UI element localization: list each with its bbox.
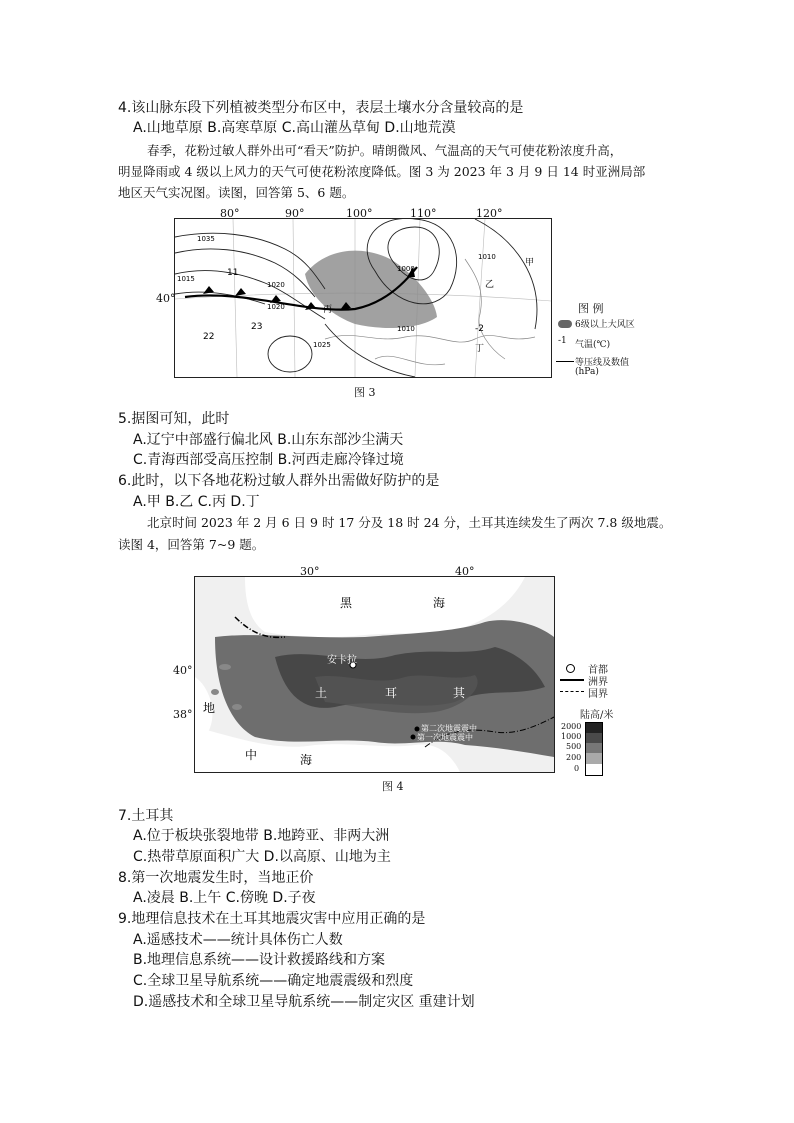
capital-label: 安卡拉 — [327, 655, 357, 666]
question-8-stem: 8.第一次地震发生时，当地正价 — [118, 870, 314, 886]
question-8-options: A.凌晨 B.上午 C.傍晚 D.子夜 — [133, 890, 316, 906]
med-sea-char: 地 — [203, 701, 216, 715]
isobar-legend-icon — [556, 361, 574, 362]
lon-label: 120° — [476, 207, 503, 220]
legend-wind: 6级以上大风区 — [575, 320, 635, 330]
legend-title: 图 例 — [578, 302, 604, 315]
question-9-option-d: D.遥感技术和全球卫星导航系统——制定灾区 重建计划 — [133, 994, 475, 1010]
med-sea-char: 中 — [245, 748, 258, 762]
isobar-label: 1020 — [267, 281, 285, 289]
isobar-label: 1020 — [267, 303, 285, 311]
lat-label: 40° — [156, 292, 176, 305]
question-7-stem: 7.土耳其 — [118, 808, 174, 824]
isobar-label: 1025 — [313, 341, 331, 349]
passage-1-line-3: 地区天气实况图。读图，回答第 5、6 题。 — [118, 185, 355, 200]
lat-label: 40° — [173, 664, 193, 677]
place-bing: 丙 — [323, 305, 333, 315]
turkey-map-svg — [195, 577, 554, 772]
lon-label: 40° — [455, 565, 475, 578]
figure-4-caption: 图 4 — [382, 780, 404, 793]
lon-label: 80° — [220, 207, 240, 220]
question-9-option-a: A.遥感技术——统计具体伤亡人数 — [133, 932, 343, 948]
question-9-stem: 9.地理信息技术在土耳其地震灾害中应用正确的是 — [118, 911, 426, 927]
lon-label: 110° — [410, 207, 437, 220]
med-sea-char: 海 — [300, 753, 313, 767]
legend-continent: 洲界 — [588, 677, 608, 688]
question-6-stem: 6.此时，以下各地花粉过敏人群外出需做好防护的是 — [118, 473, 440, 489]
continent-border-legend-icon — [560, 679, 584, 681]
legend-isobar-unit: (hPa) — [575, 367, 599, 377]
passage-2-line-1: 北京时间 2023 年 2 月 6 日 9 时 17 分及 18 时 24 分，土耳其连续发生了两次 7.8 级地震。 — [147, 515, 672, 530]
question-4-stem: 4.该山脉东段下列植被类型分布区中，表层土壤水分含量较高的是 — [118, 100, 524, 116]
elev-value: 2000 — [561, 722, 582, 731]
question-7-options-a: A.位于板块张裂地带 B.地跨亚、非两大洲 — [133, 828, 390, 844]
temp-label: -2 — [475, 324, 484, 334]
place-ding: 丁 — [475, 344, 485, 354]
elev-value: 500 — [566, 742, 582, 751]
temp-label: 23 — [251, 322, 263, 332]
question-5-options-a: A.辽宁中部盛行偏北风 B.山东东部沙尘满天 — [133, 432, 404, 448]
elevation-scale — [585, 722, 603, 776]
passage-2-line-2: 读图 4，回答第 7~9 题。 — [118, 537, 265, 552]
country-char: 耳 — [385, 686, 398, 700]
lon-label: 30° — [300, 565, 320, 578]
elev-value: 200 — [566, 753, 582, 762]
elev-value: 0 — [574, 764, 580, 773]
country-char: 其 — [453, 686, 466, 700]
strong-wind-area — [305, 251, 437, 328]
capital-legend-icon — [566, 664, 575, 673]
temp-label: 22 — [203, 332, 215, 342]
question-5-stem: 5.据图可知，此时 — [118, 411, 230, 427]
question-9-option-c: C.全球卫星导航系统——确定地震震级和烈度 — [133, 973, 414, 989]
place-yi: 乙 — [485, 280, 495, 290]
epicenter-1-marker — [411, 735, 416, 740]
question-5-options-c: C.青海西部受高压控制 B.河西走廊冷锋过境 — [133, 452, 404, 468]
place-jia: 甲 — [525, 258, 535, 268]
elev-value: 1000 — [561, 732, 582, 741]
figure-3-weather-map — [174, 218, 552, 378]
legend-temp: 气温(℃) — [575, 340, 611, 350]
black-sea-char: 海 — [433, 596, 446, 610]
passage-1-line-1: 春季，花粉过敏人群外出可“看天”防护。晴朗微风、气温高的天气可使花粉浓度升高， — [147, 143, 623, 158]
question-6-options: A.甲 B.乙 C.丙 D.丁 — [133, 494, 260, 510]
legend-capital: 首都 — [588, 665, 608, 676]
lat-label: 38° — [173, 708, 193, 721]
isobar-label: 1015 — [177, 275, 195, 283]
epicenter-2-marker — [415, 727, 420, 732]
wind-area-legend-icon — [558, 320, 572, 328]
lon-label: 100° — [346, 207, 373, 220]
temp-legend-icon: -1 — [558, 336, 567, 346]
lon-label: 90° — [285, 207, 305, 220]
question-4-options: A.山地草原 B.高寒草原 C.高山灌丛草甸 D.山地荒漠 — [133, 120, 456, 136]
isobar-label: 1035 — [197, 235, 215, 243]
figure-3-caption: 图 3 — [354, 386, 376, 399]
isobar-label: 1010 — [397, 325, 415, 333]
legend-border: 国界 — [588, 689, 608, 700]
legend-isobar: 等压线及数值 — [575, 358, 630, 368]
national-border-legend-icon — [560, 691, 584, 692]
passage-1-line-2: 明显降雨或 4 级以上风力的天气可使花粉浓度降低。图 3 为 2023 年 3 月 9 日 14 时亚洲局部 — [118, 164, 646, 179]
legend-elevation-title: 陆高/米 — [580, 710, 614, 721]
quake-2-label: 第二次地震震中 — [421, 724, 477, 733]
isobar-label: 1000 — [397, 265, 415, 273]
black-sea-char: 黑 — [340, 596, 353, 610]
isobar-label: 1010 — [478, 253, 496, 261]
figure-4-turkey-map — [194, 576, 555, 773]
weather-map-svg — [175, 219, 551, 377]
country-char: 土 — [315, 686, 328, 700]
question-9-option-b: B.地理信息系统——设计救援路线和方案 — [133, 952, 386, 968]
quake-1-label: 第一次地震震中 — [417, 733, 473, 742]
question-7-options-c: C.热带草原面积广大 D.以高原、山地为主 — [133, 849, 391, 865]
temp-label: 11 — [227, 268, 239, 278]
